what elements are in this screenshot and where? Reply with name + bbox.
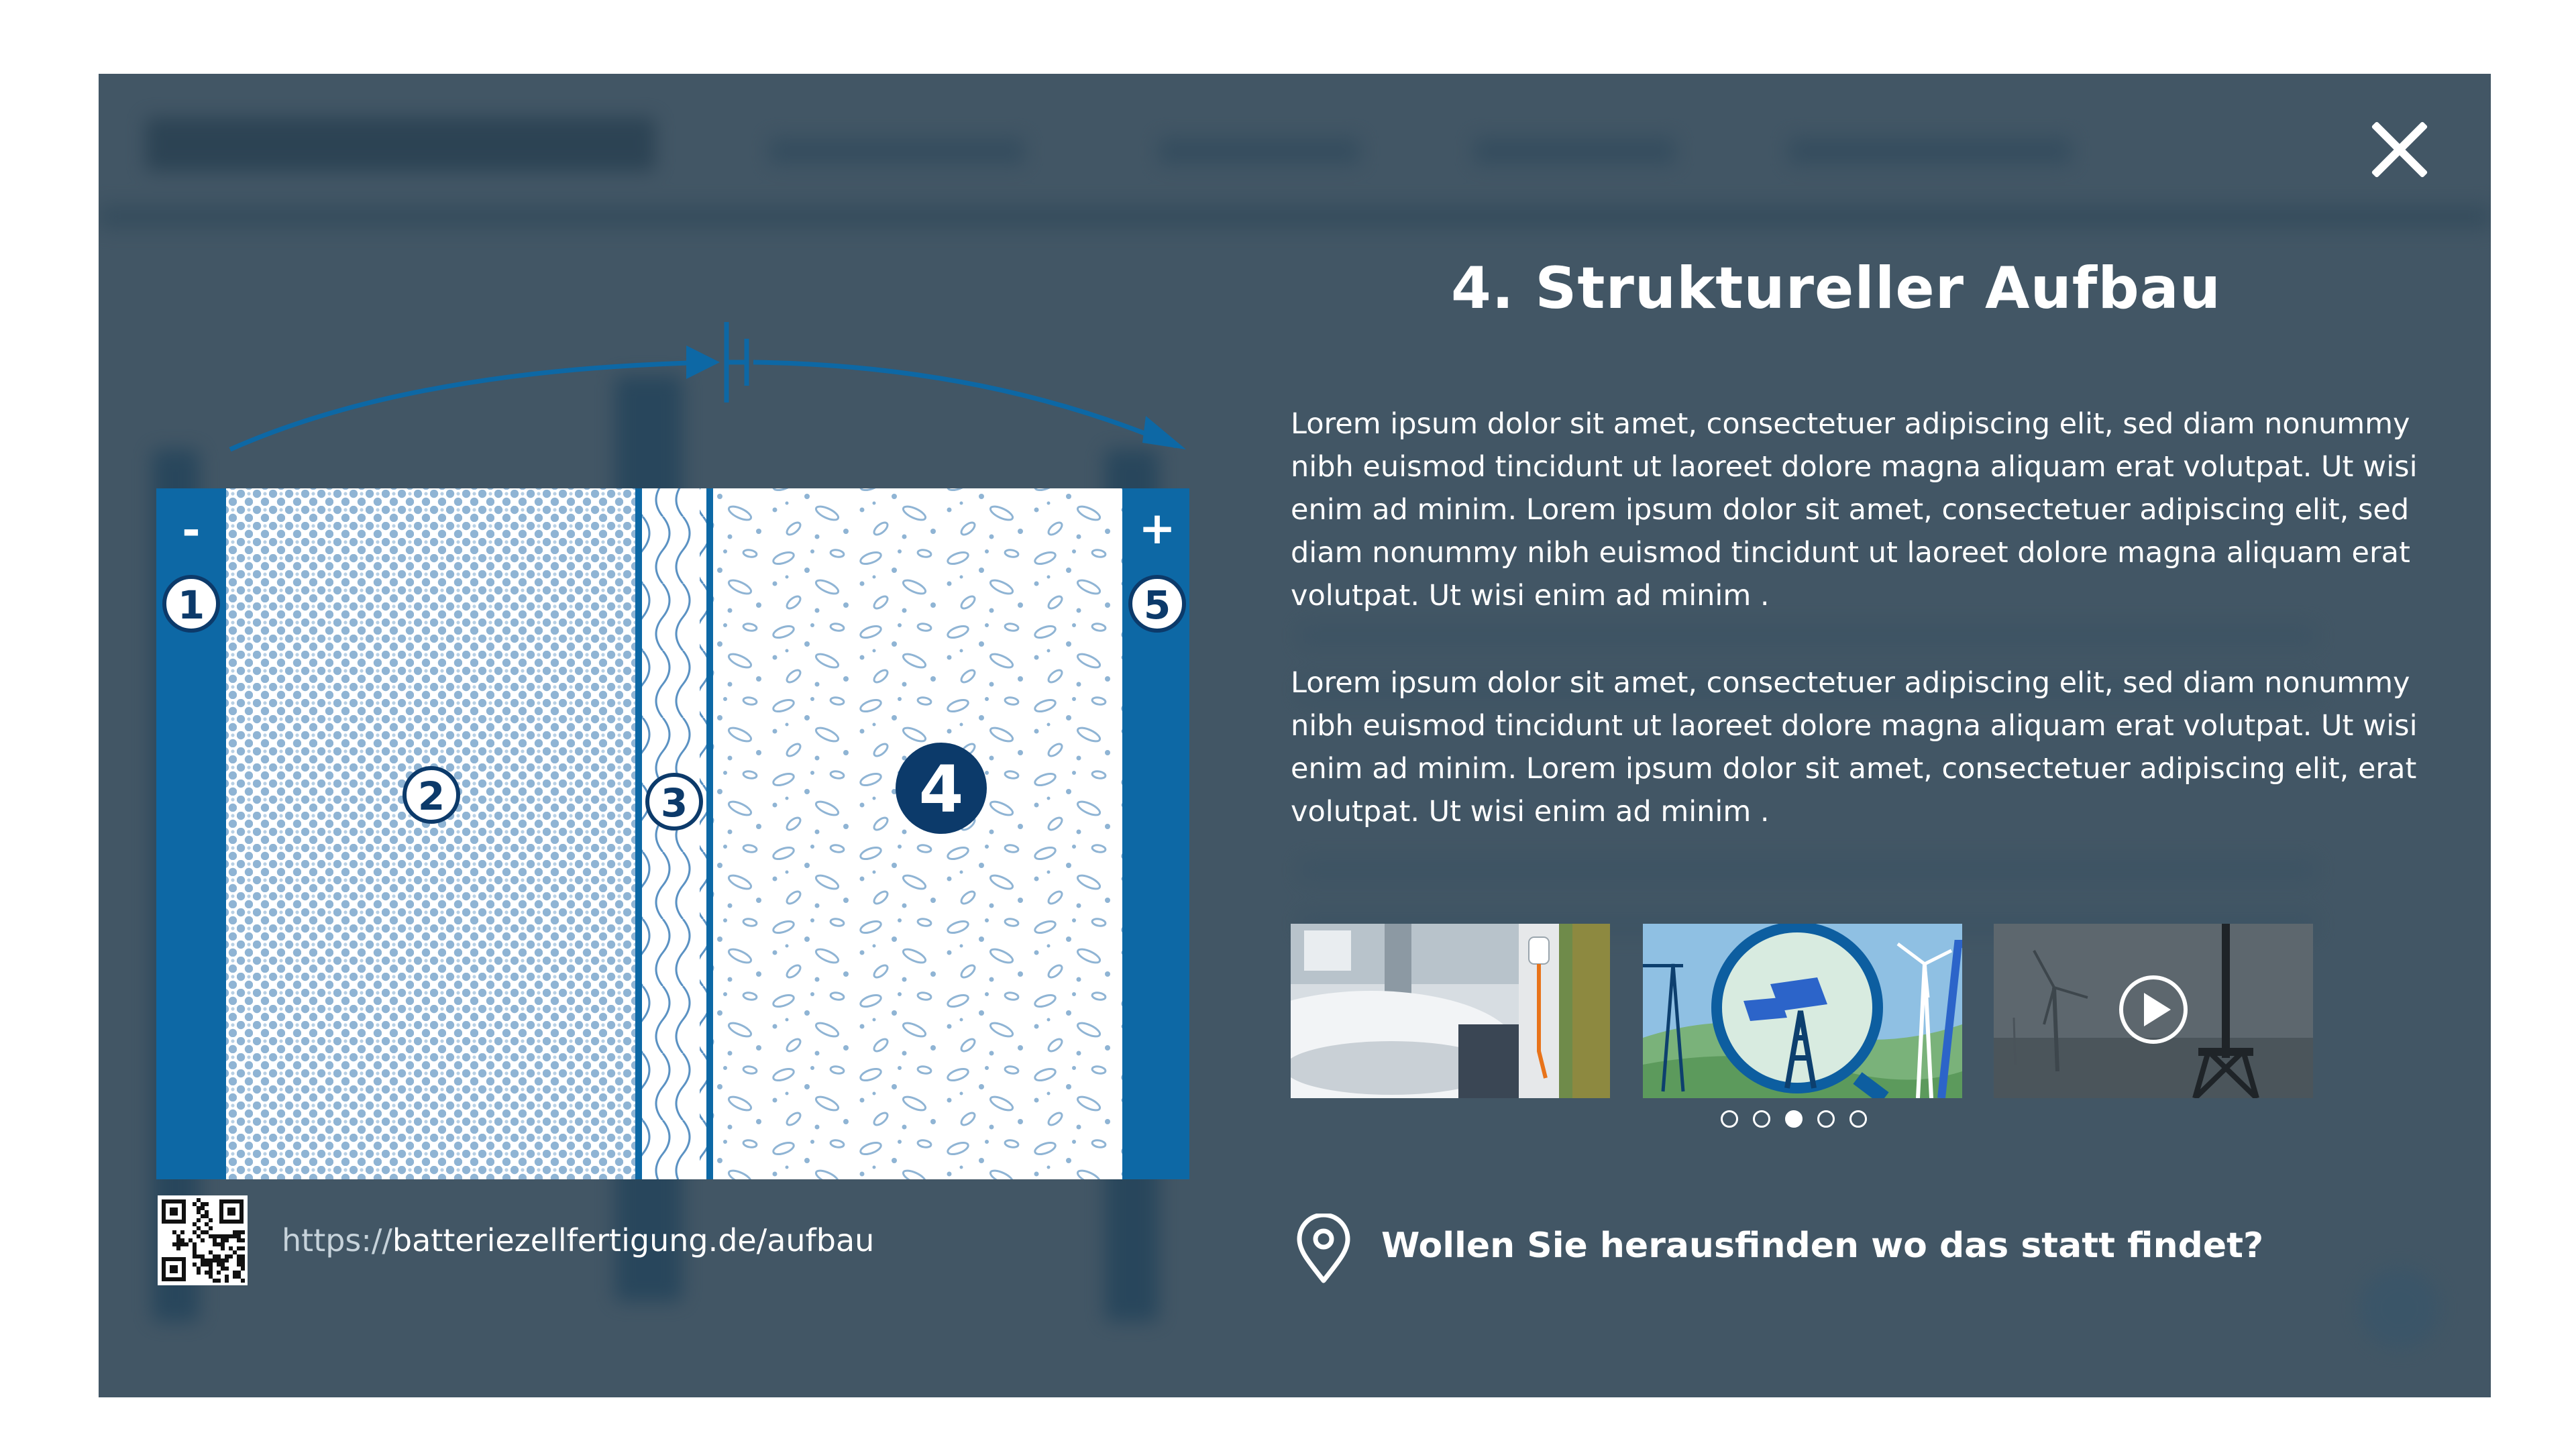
description-paragraph-1: Lorem ipsum dolor sit amet, consectetuer adipiscing elit, sed diam nonummy nibh euismod tincidunt ut laoreet dolore magna aliquam erat volutpat. Ut wisi enim ad minim. Lorem ipsum dolor sit amet, consectetuer adipiscing elit, sed diam nonummy nibh euismod tincidunt ut laoreet dolore magna aliquam erat volutpat. Ut wisi enim ad minim .: [1291, 407, 2418, 612]
svg-text:4: 4: [918, 752, 964, 827]
map-pin-icon[interactable]: [1294, 1214, 1353, 1285]
url-path: batteriezellfertigung.de/aufbau: [392, 1222, 875, 1258]
marker-4-active[interactable]: [896, 743, 987, 834]
pagination-dot-4[interactable]: [1817, 1110, 1835, 1128]
modal-overlay: [99, 74, 2491, 1397]
marker-3[interactable]: [647, 775, 701, 828]
svg-text:2: 2: [417, 773, 445, 819]
pagination-dot-3-active[interactable]: [1785, 1110, 1803, 1128]
svg-text:3: 3: [660, 780, 688, 826]
gallery-thumbnail-2[interactable]: [1643, 924, 1962, 1098]
plus-label: +: [1138, 502, 1176, 554]
gallery-thumbnail-1[interactable]: [1291, 924, 1610, 1098]
battery-cell-diagram: [156, 248, 1189, 1281]
qr-code-icon: [158, 1195, 248, 1285]
svg-text:1: 1: [177, 582, 205, 628]
pagination-dot-2[interactable]: [1753, 1110, 1770, 1128]
gallery-thumbnail-3-video[interactable]: [1994, 924, 2313, 1098]
modal-title: 4. Struktureller Aufbau: [1450, 255, 2222, 322]
energy-grid-illustration: [1643, 924, 1962, 1098]
url-protocol: https://: [282, 1222, 392, 1258]
marker-2[interactable]: [405, 768, 458, 822]
close-button[interactable]: [2366, 116, 2433, 183]
marker-1[interactable]: [164, 577, 218, 631]
pagination-dot-5[interactable]: [1849, 1110, 1867, 1128]
pagination-dot-1[interactable]: [1721, 1110, 1738, 1128]
marker-5[interactable]: [1130, 577, 1184, 631]
description-paragraph-2: Lorem ipsum dolor sit amet, consectetuer adipiscing elit, sed diam nonummy nibh euismod tincidunt ut laoreet dolore magna aliquam erat volutpat. Ut wisi enim ad minim. Lorem ipsum dolor sit amet, consectetuer adipiscing elit, erat volutpat. Ut wisi enim ad minim .: [1291, 666, 2418, 828]
gallery-pagination: [1721, 1110, 1867, 1137]
wind-turbine-video: [1994, 924, 2313, 1098]
minus-label: -: [182, 504, 201, 556]
website-url-link[interactable]: [282, 1222, 874, 1258]
location-question-link[interactable]: Wollen Sie herausfinden wo das statt findet?: [1381, 1226, 2264, 1266]
ev-charging-photo: [1291, 924, 1610, 1098]
svg-text:5: 5: [1143, 582, 1171, 628]
